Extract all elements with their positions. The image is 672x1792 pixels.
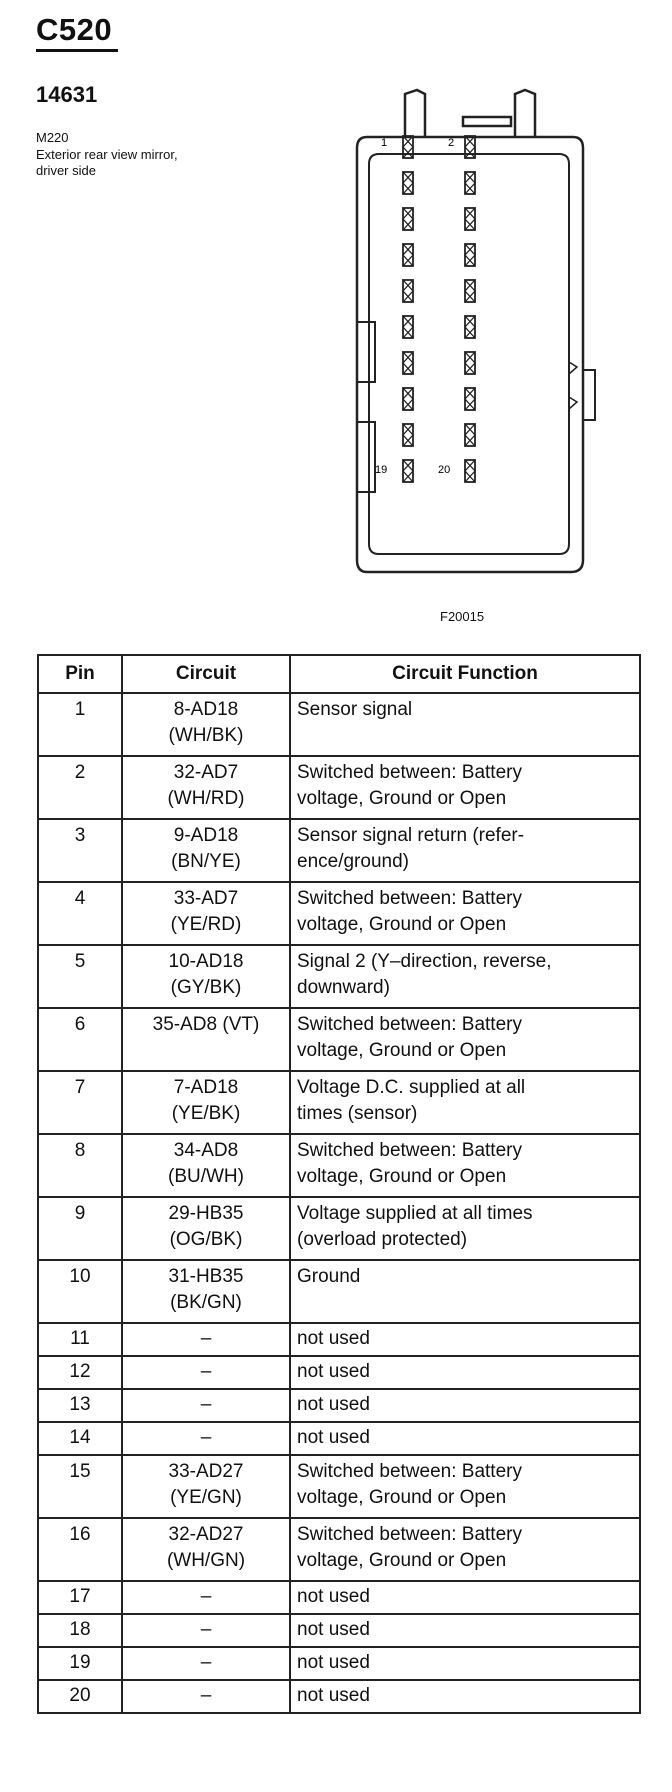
function-line: Sensor signal bbox=[297, 699, 413, 720]
circuit-cell bbox=[122, 1389, 290, 1422]
circuit-cell bbox=[122, 1614, 290, 1647]
part-number: 14631 bbox=[36, 82, 98, 107]
pin-number: 15 bbox=[38, 1455, 122, 1518]
table-row bbox=[38, 1134, 640, 1197]
pin-number: 16 bbox=[38, 1518, 122, 1581]
pin-number: 5 bbox=[38, 945, 122, 1008]
function-line: not used bbox=[297, 1361, 370, 1382]
pin-cavity bbox=[465, 352, 475, 374]
pin-label-19: 19 bbox=[375, 464, 388, 476]
pin-cavity bbox=[465, 424, 475, 446]
pin-number: 14 bbox=[38, 1422, 122, 1455]
pin-cavity bbox=[465, 208, 475, 230]
table-header-row bbox=[38, 655, 640, 693]
circuit-line: (YE/BK) bbox=[171, 1103, 241, 1124]
pin-cavity bbox=[403, 388, 413, 410]
circuit-line: – bbox=[200, 1361, 212, 1382]
function-cell bbox=[290, 693, 640, 756]
function-cell bbox=[290, 1008, 640, 1071]
function-line: Signal 2 (Y–direction, reverse, bbox=[297, 951, 552, 972]
pin-number: 2 bbox=[38, 756, 122, 819]
pin-cavity bbox=[403, 424, 413, 446]
component-code: M220 bbox=[36, 130, 69, 145]
function-cell bbox=[290, 756, 640, 819]
table-row bbox=[38, 882, 640, 945]
pin-number: 3 bbox=[38, 819, 122, 882]
table-row bbox=[38, 1356, 640, 1389]
left-side-recess bbox=[357, 322, 375, 382]
table-row bbox=[38, 1197, 640, 1260]
pin-cavity bbox=[465, 460, 475, 482]
circuit-line: 9-AD18 bbox=[173, 825, 239, 846]
circuit-line: – bbox=[200, 1427, 212, 1448]
circuit-line: – bbox=[200, 1394, 212, 1415]
circuit-cell bbox=[122, 1134, 290, 1197]
circuit-line: (YE/RD) bbox=[170, 914, 242, 935]
table-row bbox=[38, 693, 640, 756]
function-line: voltage, Ground or Open bbox=[297, 1040, 507, 1061]
column-header-circuit: Circuit bbox=[122, 655, 290, 693]
pin-label-20: 20 bbox=[438, 464, 451, 476]
pinout-table bbox=[37, 654, 641, 1714]
function-line: voltage, Ground or Open bbox=[297, 788, 507, 809]
function-line: not used bbox=[297, 1586, 370, 1607]
column-header-pin: Pin bbox=[38, 655, 122, 693]
function-line: Switched between: Battery bbox=[297, 1014, 522, 1035]
circuit-line: 7-AD18 bbox=[173, 1077, 239, 1098]
table-row bbox=[38, 1260, 640, 1323]
table-row bbox=[38, 1614, 640, 1647]
table-row bbox=[38, 1389, 640, 1422]
pin-cavity bbox=[403, 244, 413, 266]
pin-cavity bbox=[403, 352, 413, 374]
circuit-cell bbox=[122, 756, 290, 819]
pin-number: 18 bbox=[38, 1614, 122, 1647]
function-line: not used bbox=[297, 1619, 370, 1640]
pin-cavity bbox=[465, 172, 475, 194]
table-row bbox=[38, 1680, 640, 1713]
pin-cavity bbox=[403, 172, 413, 194]
circuit-line: (BK/GN) bbox=[170, 1292, 242, 1313]
table-row bbox=[38, 1323, 640, 1356]
pin-cavity bbox=[465, 388, 475, 410]
table-row bbox=[38, 1071, 640, 1134]
function-line: not used bbox=[297, 1685, 370, 1706]
function-cell bbox=[290, 1356, 640, 1389]
circuit-line: (WH/RD) bbox=[167, 788, 245, 809]
function-line: not used bbox=[297, 1394, 370, 1415]
right-side-lock bbox=[583, 370, 595, 420]
circuit-line: 32-AD7 bbox=[173, 762, 239, 783]
circuit-line: (BU/WH) bbox=[168, 1166, 244, 1187]
table-row bbox=[38, 945, 640, 1008]
table-row bbox=[38, 1455, 640, 1518]
function-line: downward) bbox=[297, 977, 390, 998]
circuit-cell bbox=[122, 1680, 290, 1713]
function-line: not used bbox=[297, 1427, 370, 1448]
figure-reference: F20015 bbox=[440, 609, 485, 624]
function-line: voltage, Ground or Open bbox=[297, 1550, 507, 1571]
function-cell bbox=[290, 1071, 640, 1134]
function-line: ence/ground) bbox=[297, 851, 409, 872]
pin-number: 12 bbox=[38, 1356, 122, 1389]
connector-face-diagram bbox=[345, 82, 600, 582]
circuit-line: (GY/BK) bbox=[170, 977, 242, 998]
function-cell bbox=[290, 882, 640, 945]
function-line: not used bbox=[297, 1652, 370, 1673]
pin-cavities bbox=[403, 136, 475, 482]
right-latch-tab bbox=[515, 90, 535, 137]
circuit-line: 32-AD27 bbox=[168, 1524, 244, 1545]
function-cell bbox=[290, 1680, 640, 1713]
pin-number: 8 bbox=[38, 1134, 122, 1197]
function-line: voltage, Ground or Open bbox=[297, 1487, 507, 1508]
function-line: Ground bbox=[297, 1266, 361, 1287]
pin-number: 19 bbox=[38, 1647, 122, 1680]
circuit-line: 33-AD7 bbox=[173, 888, 239, 909]
circuit-line: 34-AD8 bbox=[173, 1140, 239, 1161]
left-latch-tab bbox=[405, 90, 425, 137]
circuit-line: – bbox=[200, 1586, 212, 1607]
function-cell bbox=[290, 1134, 640, 1197]
circuit-cell bbox=[122, 1581, 290, 1614]
circuit-cell bbox=[122, 1323, 290, 1356]
function-line: not used bbox=[297, 1328, 370, 1349]
function-line: voltage, Ground or Open bbox=[297, 914, 507, 935]
circuit-line: – bbox=[200, 1619, 212, 1640]
function-line: voltage, Ground or Open bbox=[297, 1166, 507, 1187]
table-row bbox=[38, 756, 640, 819]
function-cell bbox=[290, 1581, 640, 1614]
circuit-line: (OG/BK) bbox=[169, 1229, 243, 1250]
pin-number: 1 bbox=[38, 693, 122, 756]
pin-number: 9 bbox=[38, 1197, 122, 1260]
function-cell bbox=[290, 1647, 640, 1680]
top-key bbox=[463, 117, 511, 126]
circuit-cell bbox=[122, 1422, 290, 1455]
function-cell bbox=[290, 1197, 640, 1260]
circuit-cell bbox=[122, 1647, 290, 1680]
function-line: Switched between: Battery bbox=[297, 1461, 522, 1482]
function-line: Voltage D.C. supplied at all bbox=[297, 1077, 526, 1098]
pin-number: 17 bbox=[38, 1581, 122, 1614]
pin-number: 13 bbox=[38, 1389, 122, 1422]
function-cell bbox=[290, 1389, 640, 1422]
circuit-cell bbox=[122, 1197, 290, 1260]
connector-id: C520 bbox=[36, 12, 113, 47]
table-row bbox=[38, 1422, 640, 1455]
function-line: Switched between: Battery bbox=[297, 1524, 522, 1545]
table-row bbox=[38, 819, 640, 882]
circuit-line: (YE/GN) bbox=[170, 1487, 242, 1508]
function-cell bbox=[290, 819, 640, 882]
function-line: times (sensor) bbox=[297, 1103, 418, 1124]
circuit-cell bbox=[122, 1008, 290, 1071]
circuit-cell bbox=[122, 1518, 290, 1581]
function-cell bbox=[290, 1518, 640, 1581]
pin-cavity bbox=[465, 316, 475, 338]
circuit-cell bbox=[122, 693, 290, 756]
function-line: Voltage supplied at all times bbox=[297, 1203, 533, 1224]
circuit-cell bbox=[122, 1455, 290, 1518]
pin-number: 11 bbox=[38, 1323, 122, 1356]
function-cell bbox=[290, 1422, 640, 1455]
circuit-line: 10-AD18 bbox=[168, 951, 244, 972]
pin-label-2: 2 bbox=[448, 137, 455, 149]
pin-cavity bbox=[465, 280, 475, 302]
circuit-cell bbox=[122, 1260, 290, 1323]
table-row bbox=[38, 1008, 640, 1071]
function-cell bbox=[290, 1455, 640, 1518]
function-line: Sensor signal return (refer- bbox=[297, 825, 525, 846]
table-row bbox=[38, 1647, 640, 1680]
circuit-line: (WH/BK) bbox=[168, 725, 244, 746]
table-row bbox=[38, 1581, 640, 1614]
pin-number: 20 bbox=[38, 1680, 122, 1713]
circuit-line: 29-HB35 bbox=[168, 1203, 244, 1224]
pin-cavity bbox=[403, 316, 413, 338]
title-underline bbox=[36, 49, 118, 52]
pin-cavity bbox=[465, 244, 475, 266]
circuit-line: – bbox=[200, 1328, 212, 1349]
housing-outer bbox=[357, 137, 583, 572]
table-row bbox=[38, 1518, 640, 1581]
pin-number: 7 bbox=[38, 1071, 122, 1134]
circuit-line: (WH/GN) bbox=[166, 1550, 246, 1571]
circuit-cell bbox=[122, 882, 290, 945]
component-description: Exterior rear view mirror, driver side bbox=[36, 147, 178, 178]
column-header-function: Circuit Function bbox=[290, 655, 640, 693]
circuit-cell bbox=[122, 1071, 290, 1134]
function-cell bbox=[290, 1260, 640, 1323]
pin-cavity bbox=[403, 208, 413, 230]
circuit-line: (BN/YE) bbox=[171, 851, 241, 872]
function-line: (overload protected) bbox=[297, 1229, 468, 1250]
circuit-cell bbox=[122, 945, 290, 1008]
function-line: Switched between: Battery bbox=[297, 762, 522, 783]
pin-number: 4 bbox=[38, 882, 122, 945]
pin-cavity bbox=[403, 460, 413, 482]
function-cell bbox=[290, 1323, 640, 1356]
circuit-line: 35-AD8 (VT) bbox=[152, 1014, 260, 1035]
pin-number: 10 bbox=[38, 1260, 122, 1323]
circuit-line: – bbox=[200, 1685, 212, 1706]
circuit-line: 33-AD27 bbox=[168, 1461, 244, 1482]
circuit-line: 31-HB35 bbox=[168, 1266, 244, 1287]
circuit-cell bbox=[122, 819, 290, 882]
function-line: Switched between: Battery bbox=[297, 1140, 522, 1161]
function-line: Switched between: Battery bbox=[297, 888, 522, 909]
pin-cavity bbox=[403, 280, 413, 302]
function-cell bbox=[290, 945, 640, 1008]
circuit-line: – bbox=[200, 1652, 212, 1673]
pin-number: 6 bbox=[38, 1008, 122, 1071]
circuit-cell bbox=[122, 1356, 290, 1389]
pin-label-1: 1 bbox=[381, 137, 388, 149]
circuit-line: 8-AD18 bbox=[173, 699, 239, 720]
function-cell bbox=[290, 1614, 640, 1647]
